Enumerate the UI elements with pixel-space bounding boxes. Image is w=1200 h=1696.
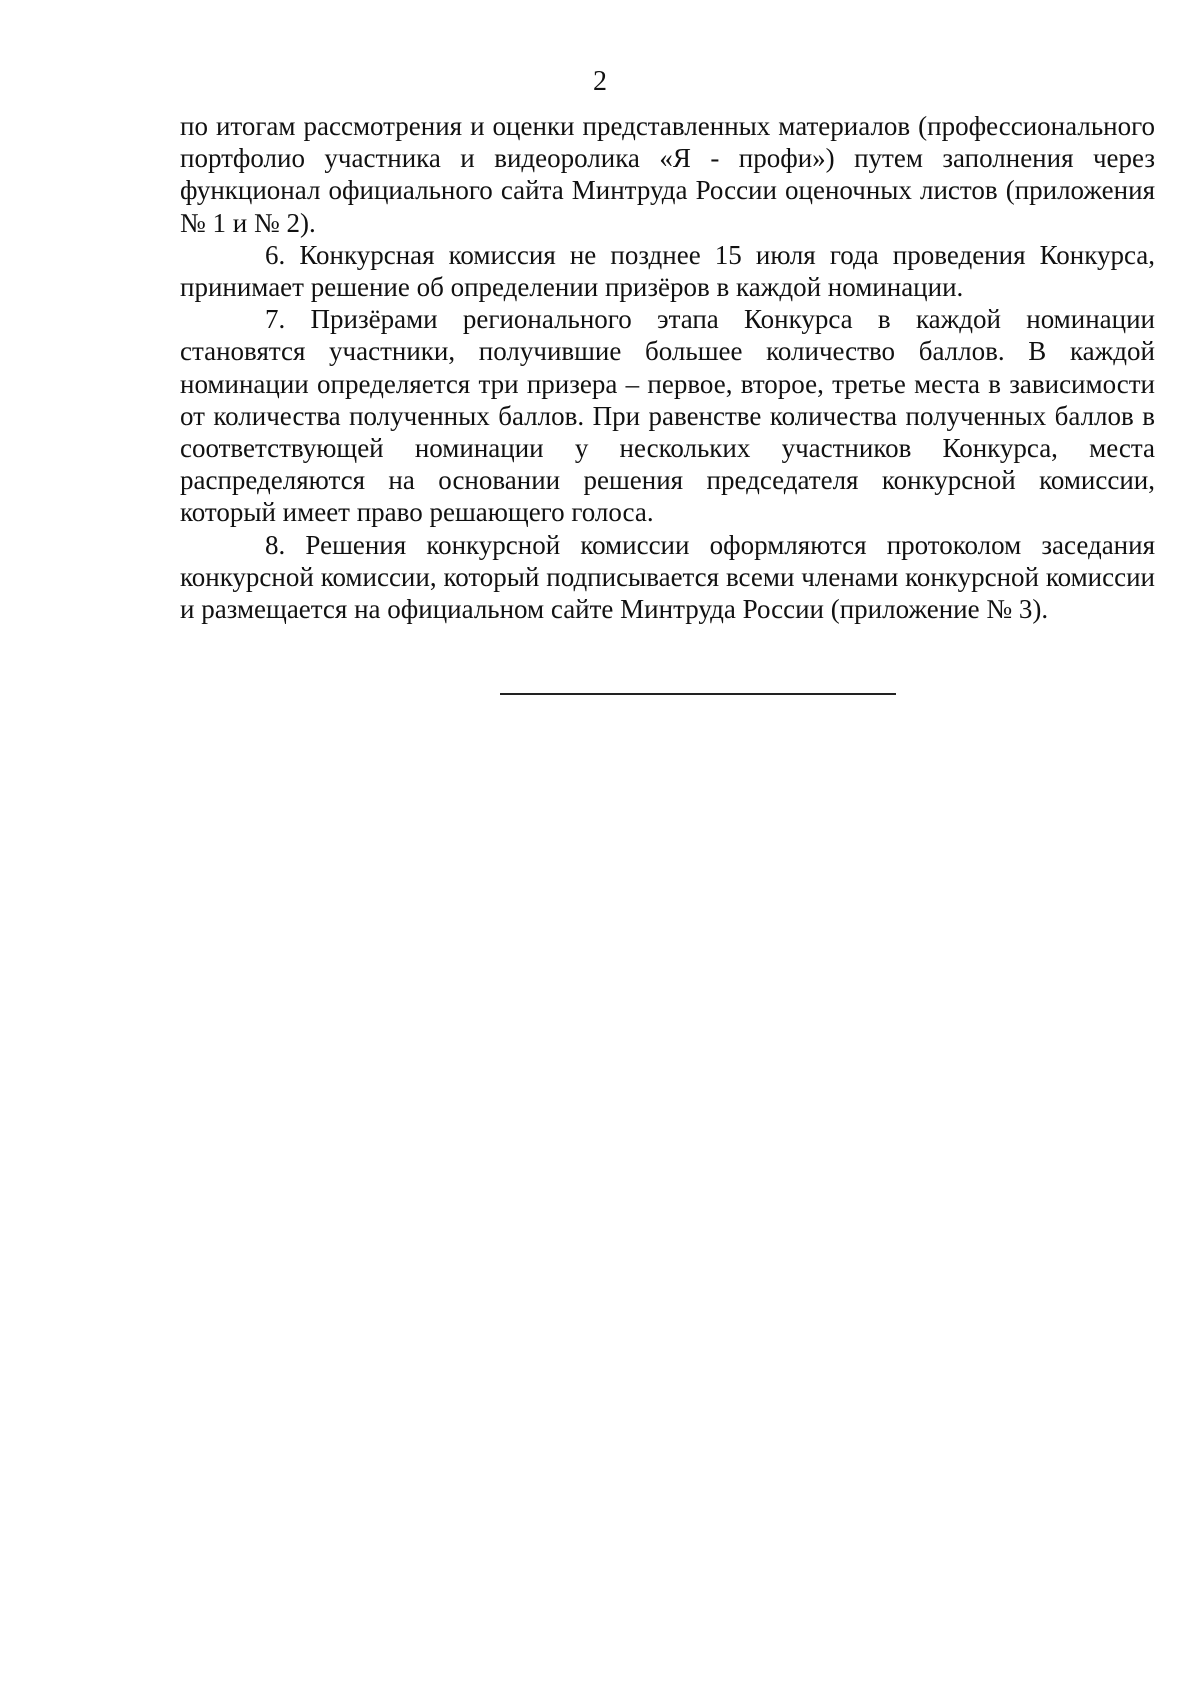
document-body xyxy=(180,110,1155,625)
end-of-document-rule xyxy=(500,693,896,695)
paragraph-item-8: 8. Решения конкурсной комиссии оформляются протоколом заседания конкурсной комиссии, который подписывается всеми членами конкурсной комиссии и размещается на официальном сайте Минтруда России (приложение № 3). xyxy=(180,529,1155,625)
paragraph-continuation: по итогам рассмотрения и оценки представленных материалов (профессионального портфолио участника и видеоролика «Я - профи») путем заполнения через функционал официального сайта Минтруда России оценочных листов (приложения № 1 и № 2). xyxy=(180,111,1155,238)
page-number: 2 xyxy=(593,66,607,97)
paragraph-item-6: 6. Конкурсная комиссия не позднее 15 июля года проведения Конкурса, принимает решение об определении призёров в каждой номинации. xyxy=(180,239,1155,303)
paragraph-item-7: 7. Призёрами регионального этапа Конкурса в каждой номинации становятся участники, получившие большее количество баллов. В каждой номинации определяется три призера – первое, второе, третье места в зависимости от количества полученных баллов. При равенстве количества полученных баллов в соответствующей номинации у нескольких участников Конкурса, места распределяются на основании решения председателя конкурсной комиссии, который имеет право решающего голоса. xyxy=(180,304,1155,528)
